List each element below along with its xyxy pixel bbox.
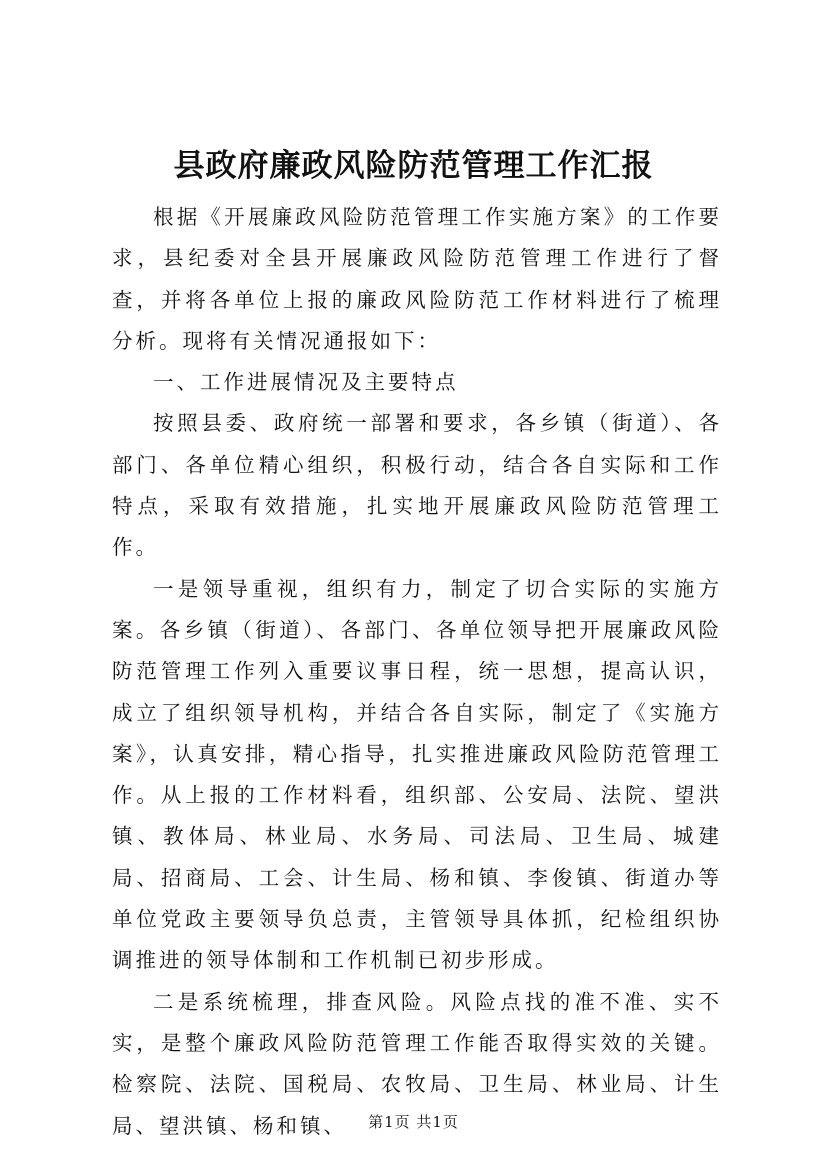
document-title: 县政府廉政风险防范管理工作汇报 <box>173 148 654 184</box>
paragraph-intro: 根据《开展廉政风险防范管理工作实施方案》的工作要求，县纪委对全县开展廉政风险防范管理工作进行了督查，并将各单位上报的廉政风险防范工作材料进行了梳理分析。现将有关情况通报如下： <box>112 205 722 353</box>
paragraph-point-1: 一是领导重视，组织有力，制定了切合实际的实施方案。各乡镇（街道）、各部门、各单位领导把开展廉政风险防范管理工作列入重要议事日程，统一思想，提高认识，成立了组织领导机构，并结合各自实际，制定了《实施方案》，认真安排，精心指导，扎实推进廉政风险防范管理工作。从上报的工作材料看，组织部、公安局、法院、望洪镇、教体局、林业局、水务局、司法局、卫生局、城建局、招商局、工会、计生局、杨和镇、李俊镇、街道办等单位党政主要领导负总责，主管领导具体抓，纪检组织协调推进的领导体制和工作机制已初步形成。 <box>112 576 722 973</box>
section-heading-1: 一、工作进展情况及主要特点 <box>153 370 459 395</box>
document-body <box>112 197 722 1147</box>
paragraph-point-2: 二是系统梳理，排查风险。风险点找的准不准、实不实，是整个廉政风险防范管理工作能否取得实效的关键。检察院、法院、国税局、农牧局、卫生局、林业局、计生局、望洪镇、杨和镇、 <box>112 989 722 1138</box>
page-number-footer: 第1页 共1页 <box>368 1113 459 1131</box>
paragraph-overview: 按照县委、政府统一部署和要求，各乡镇（街道）、各部门、各单位精心组织，积极行动，结合各自实际和工作特点，采取有效措施，扎实地开展廉政风险防范管理工作。 <box>112 411 722 560</box>
